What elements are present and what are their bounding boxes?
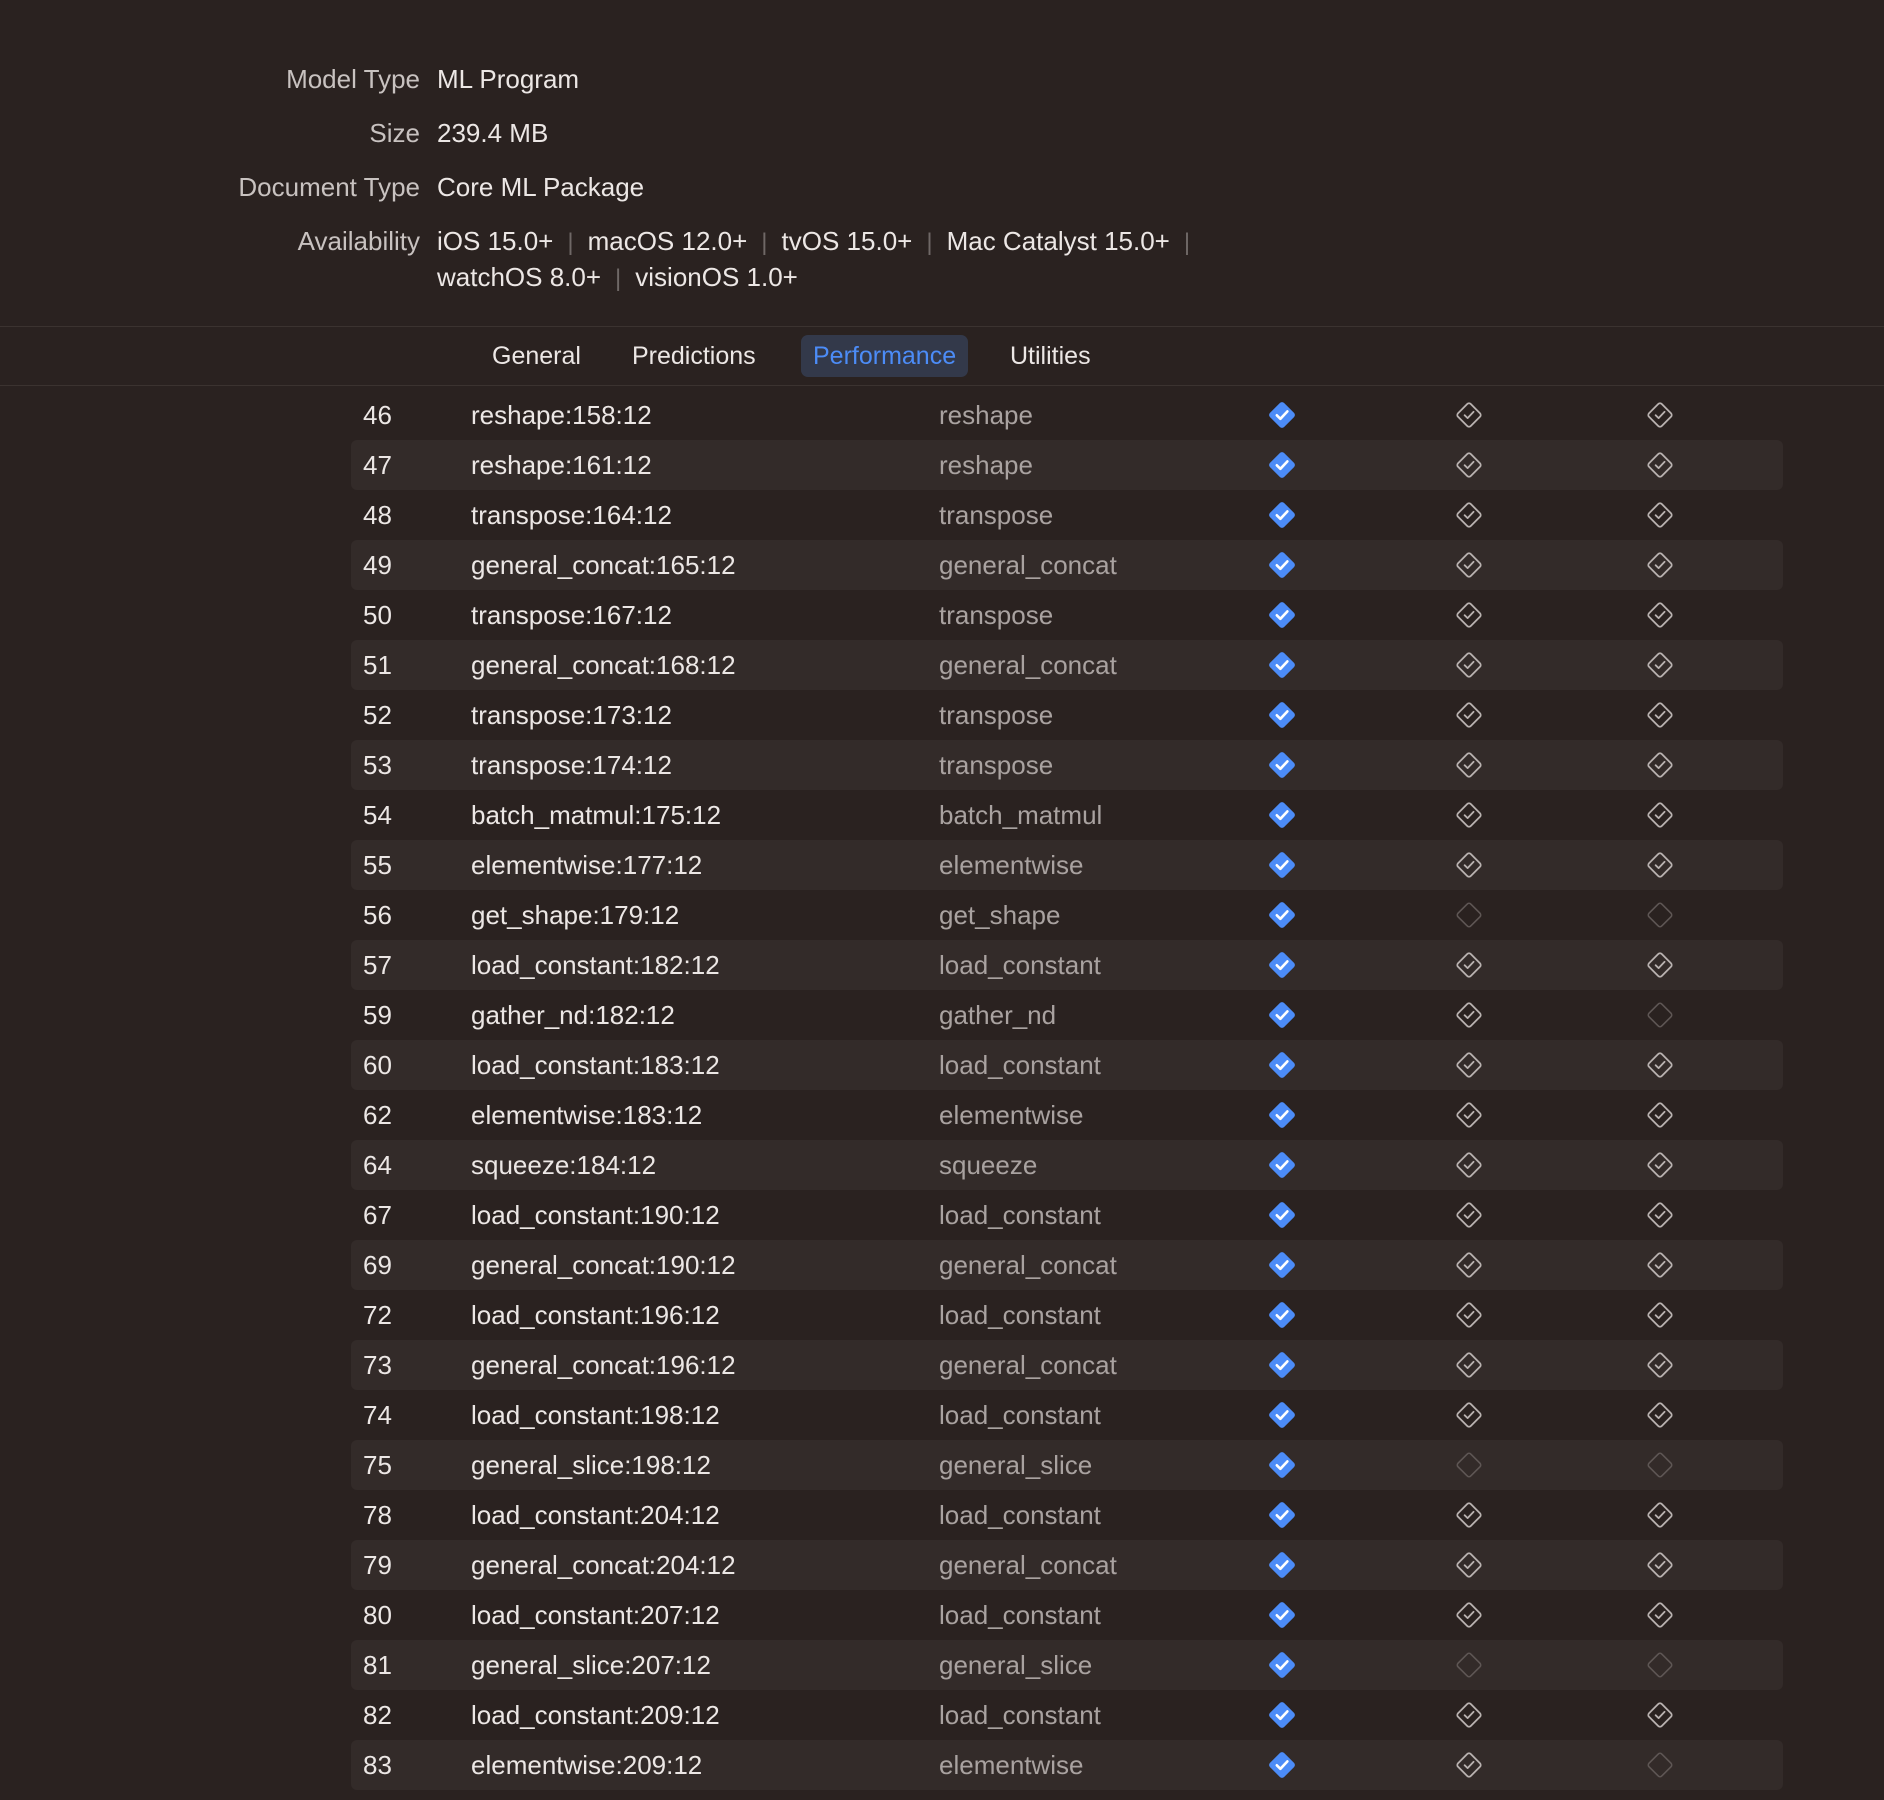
supported-check-icon [1266,1699,1298,1731]
separator: | [615,265,622,292]
document-type-row [0,169,1884,205]
separator: | [567,229,574,256]
supported-check-icon [1266,1099,1298,1131]
supported-check-icon [1266,399,1298,431]
operation-name: reshape:161:12 [471,450,652,480]
operation-number: 60 [363,1050,392,1080]
supported-check-icon [1266,1199,1298,1231]
operation-number: 51 [363,650,392,680]
operation-type: general_slice [939,1650,1093,1680]
supported-check-icon [1266,1049,1298,1081]
operation-name: reshape:158:12 [471,400,652,430]
operation-type: load_constant [939,950,1101,980]
operation-type: batch_matmul [939,800,1103,830]
outline-check-icon [1453,1749,1485,1781]
outline-check-icon [1453,1399,1485,1431]
operation-number: 64 [363,1150,392,1180]
supported-check-icon [1266,799,1298,831]
table-row[interactable] [351,890,1783,940]
supported-check-icon [1266,1249,1298,1281]
outline-check-icon [1644,599,1676,631]
supported-check-icon [1266,1749,1298,1781]
empty-diamond-icon [1453,1449,1485,1481]
outline-check-icon [1453,399,1485,431]
table-row[interactable] [351,390,1783,440]
operation-type: general_concat [939,1350,1117,1380]
operation-number: 72 [363,1300,392,1330]
tab-performance[interactable]: Performance [801,335,968,377]
operation-number: 62 [363,1100,392,1130]
outline-check-icon [1453,1099,1485,1131]
outline-check-icon [1644,799,1676,831]
table-row[interactable] [351,1390,1783,1440]
supported-check-icon [1266,499,1298,531]
operation-type: get_shape [939,900,1061,930]
operation-name: general_slice:207:12 [471,1650,711,1680]
supported-check-icon [1266,649,1298,681]
supported-check-icon [1266,549,1298,581]
outline-check-icon [1644,1149,1676,1181]
outline-check-icon [1453,999,1485,1031]
operation-number: 59 [363,1000,392,1030]
operation-name: general_slice:198:12 [471,1450,711,1480]
separator: | [761,229,768,256]
empty-diamond-icon [1453,1649,1485,1681]
operation-name: load_constant:198:12 [471,1400,720,1430]
outline-check-icon [1453,449,1485,481]
operation-number: 49 [363,550,392,580]
outline-check-icon [1453,649,1485,681]
empty-diamond-icon [1644,999,1676,1031]
table-row[interactable] [351,840,1783,890]
empty-diamond-icon [1644,899,1676,931]
table-row[interactable] [351,1690,1783,1740]
operation-type: load_constant [939,1200,1101,1230]
table-row[interactable] [351,1190,1783,1240]
outline-check-icon [1453,1249,1485,1281]
outline-check-icon [1453,1699,1485,1731]
supported-check-icon [1266,749,1298,781]
table-row[interactable] [351,1140,1783,1190]
model-type-value: ML Program [437,64,580,94]
empty-diamond-icon [1644,1449,1676,1481]
supported-check-icon [1266,1399,1298,1431]
tab-bar [0,326,1884,386]
empty-diamond-icon [1644,1749,1676,1781]
availability-platform: iOS 15.0+ [437,226,554,256]
operation-name: gather_nd:182:12 [471,1000,675,1030]
operation-name: load_constant:209:12 [471,1700,720,1730]
operation-type: load_constant [939,1500,1101,1530]
supported-check-icon [1266,1349,1298,1381]
operation-type: general_concat [939,650,1117,680]
outline-check-icon [1453,499,1485,531]
supported-check-icon [1266,1299,1298,1331]
outline-check-icon [1644,1349,1676,1381]
outline-check-icon [1644,1199,1676,1231]
operation-number: 78 [363,1500,392,1530]
tab-utilities[interactable]: Utilities [1010,342,1091,370]
table-row[interactable] [351,990,1783,1040]
operation-type: reshape [939,400,1033,430]
outline-check-icon [1644,1399,1676,1431]
outline-check-icon [1644,499,1676,531]
operation-number: 79 [363,1550,392,1580]
outline-check-icon [1644,1049,1676,1081]
outline-check-icon [1453,749,1485,781]
operations-table [351,390,1783,1790]
operation-number: 83 [363,1750,392,1780]
operation-number: 67 [363,1200,392,1230]
operation-number: 54 [363,800,392,830]
operation-name: load_constant:182:12 [471,950,720,980]
operation-type: squeeze [939,1150,1038,1180]
operation-type: load_constant [939,1400,1101,1430]
outline-check-icon [1644,1599,1676,1631]
operation-type: load_constant [939,1600,1101,1630]
operation-name: load_constant:204:12 [471,1500,720,1530]
outline-check-icon [1644,749,1676,781]
empty-diamond-icon [1453,899,1485,931]
outline-check-icon [1644,1299,1676,1331]
table-row[interactable] [351,1590,1783,1640]
separator: | [926,229,933,256]
table-row[interactable] [351,1740,1783,1790]
operation-number: 80 [363,1600,392,1630]
table-row[interactable] [351,790,1783,840]
operation-number: 55 [363,850,392,880]
operation-name: general_concat:204:12 [471,1550,736,1580]
operation-type: general_concat [939,1550,1117,1580]
supported-check-icon [1266,999,1298,1031]
table-row[interactable] [351,1090,1783,1140]
supported-check-icon [1266,599,1298,631]
operation-number: 57 [363,950,392,980]
operation-name: load_constant:196:12 [471,1300,720,1330]
operation-name: general_concat:196:12 [471,1350,736,1380]
operation-type: elementwise [939,850,1084,880]
operation-name: elementwise:183:12 [471,1100,703,1130]
table-row[interactable] [351,1490,1783,1540]
availability-line-2 [437,259,798,297]
table-row[interactable] [351,440,1783,490]
outline-check-icon [1453,699,1485,731]
operation-name: transpose:164:12 [471,500,672,530]
operation-number: 52 [363,700,392,730]
operation-type: elementwise [939,1750,1084,1780]
operation-number: 69 [363,1250,392,1280]
operation-number: 56 [363,900,392,930]
operation-name: transpose:174:12 [471,750,672,780]
tab-general[interactable]: General [492,342,581,370]
operation-type: transpose [939,500,1054,530]
size-row [0,115,1884,151]
operation-type: general_concat [939,550,1117,580]
outline-check-icon [1453,1599,1485,1631]
operation-number: 73 [363,1350,392,1380]
outline-check-icon [1453,599,1485,631]
table-row[interactable] [351,1440,1783,1490]
supported-check-icon [1266,449,1298,481]
operation-type: load_constant [939,1300,1101,1330]
model-metadata [0,0,1884,326]
outline-check-icon [1644,949,1676,981]
table-row[interactable] [351,490,1783,540]
table-row[interactable] [351,1240,1783,1290]
document-type-value: Core ML Package [437,172,645,202]
supported-check-icon [1266,699,1298,731]
outline-check-icon [1453,1349,1485,1381]
outline-check-icon [1644,1549,1676,1581]
supported-check-icon [1266,949,1298,981]
operation-name: get_shape:179:12 [471,900,680,930]
supported-check-icon [1266,1549,1298,1581]
operation-type: gather_nd [939,1000,1057,1030]
outline-check-icon [1453,949,1485,981]
supported-check-icon [1266,1149,1298,1181]
outline-check-icon [1644,1249,1676,1281]
table-row[interactable] [351,540,1783,590]
tab-predictions[interactable]: Predictions [632,342,756,370]
separator: | [1183,229,1191,256]
availability-platform: Mac Catalyst 15.0+ [946,226,1170,256]
operation-type: transpose [939,700,1054,730]
outline-check-icon [1453,799,1485,831]
table-row[interactable] [351,1340,1783,1390]
operation-name: general_concat:165:12 [471,550,736,580]
operation-number: 74 [363,1400,392,1430]
operation-name: load_constant:183:12 [471,1050,720,1080]
operation-number: 82 [363,1700,392,1730]
table-row[interactable] [351,690,1783,740]
supported-check-icon [1266,1599,1298,1631]
operation-type: load_constant [939,1700,1101,1730]
operation-number: 50 [363,600,392,630]
outline-check-icon [1453,849,1485,881]
operation-number: 46 [363,400,392,430]
operation-name: batch_matmul:175:12 [471,800,722,830]
outline-check-icon [1453,1499,1485,1531]
operation-name: general_concat:190:12 [471,1250,736,1280]
supported-check-icon [1266,849,1298,881]
operation-number: 81 [363,1650,392,1680]
supported-check-icon [1266,1449,1298,1481]
model-type-label: Model Type [286,64,420,94]
table-row[interactable] [351,1640,1783,1690]
outline-check-icon [1644,649,1676,681]
operation-type: load_constant [939,1050,1101,1080]
operation-type: general_concat [939,1250,1117,1280]
operation-name: load_constant:207:12 [471,1600,720,1630]
supported-check-icon [1266,1649,1298,1681]
size-label: Size [369,118,420,148]
operation-name: general_concat:168:12 [471,650,736,680]
outline-check-icon [1644,1699,1676,1731]
outline-check-icon [1644,1099,1676,1131]
outline-check-icon [1644,699,1676,731]
availability-line-1 [437,223,1204,261]
table-row[interactable] [351,1040,1783,1090]
operation-name: elementwise:177:12 [471,850,703,880]
operation-name: transpose:167:12 [471,600,672,630]
operation-number: 47 [363,450,392,480]
supported-check-icon [1266,899,1298,931]
outline-check-icon [1644,549,1676,581]
availability-platform: visionOS 1.0+ [635,262,798,292]
outline-check-icon [1453,1149,1485,1181]
outline-check-icon [1644,399,1676,431]
model-type-row [0,61,1884,97]
availability-platform: watchOS 8.0+ [437,262,602,292]
document-type-label: Document Type [238,172,420,202]
operation-name: squeeze:184:12 [471,1150,657,1180]
operation-type: elementwise [939,1100,1084,1130]
outline-check-icon [1453,1299,1485,1331]
outline-check-icon [1644,849,1676,881]
operation-number: 48 [363,500,392,530]
availability-platform: macOS 12.0+ [587,226,748,256]
table-row[interactable] [351,590,1783,640]
operation-type: general_slice [939,1450,1093,1480]
table-row[interactable] [351,740,1783,790]
outline-check-icon [1644,449,1676,481]
operation-name: load_constant:190:12 [471,1200,720,1230]
outline-check-icon [1453,1049,1485,1081]
operation-number: 75 [363,1450,392,1480]
outline-check-icon [1453,549,1485,581]
table-row[interactable] [351,940,1783,990]
outline-check-icon [1453,1199,1485,1231]
operation-name: transpose:173:12 [471,700,672,730]
availability-platform: tvOS 15.0+ [781,226,913,256]
table-row[interactable] [351,640,1783,690]
table-row[interactable] [351,1540,1783,1590]
empty-diamond-icon [1644,1649,1676,1681]
size-value: 239.4 MB [437,118,549,148]
supported-check-icon [1266,1499,1298,1531]
table-row[interactable] [351,1290,1783,1340]
operation-type: transpose [939,600,1054,630]
operation-name: elementwise:209:12 [471,1750,703,1780]
outline-check-icon [1453,1549,1485,1581]
outline-check-icon [1644,1499,1676,1531]
operation-number: 53 [363,750,392,780]
availability-label: Availability [297,226,420,256]
operation-type: transpose [939,750,1054,780]
operation-type: reshape [939,450,1033,480]
